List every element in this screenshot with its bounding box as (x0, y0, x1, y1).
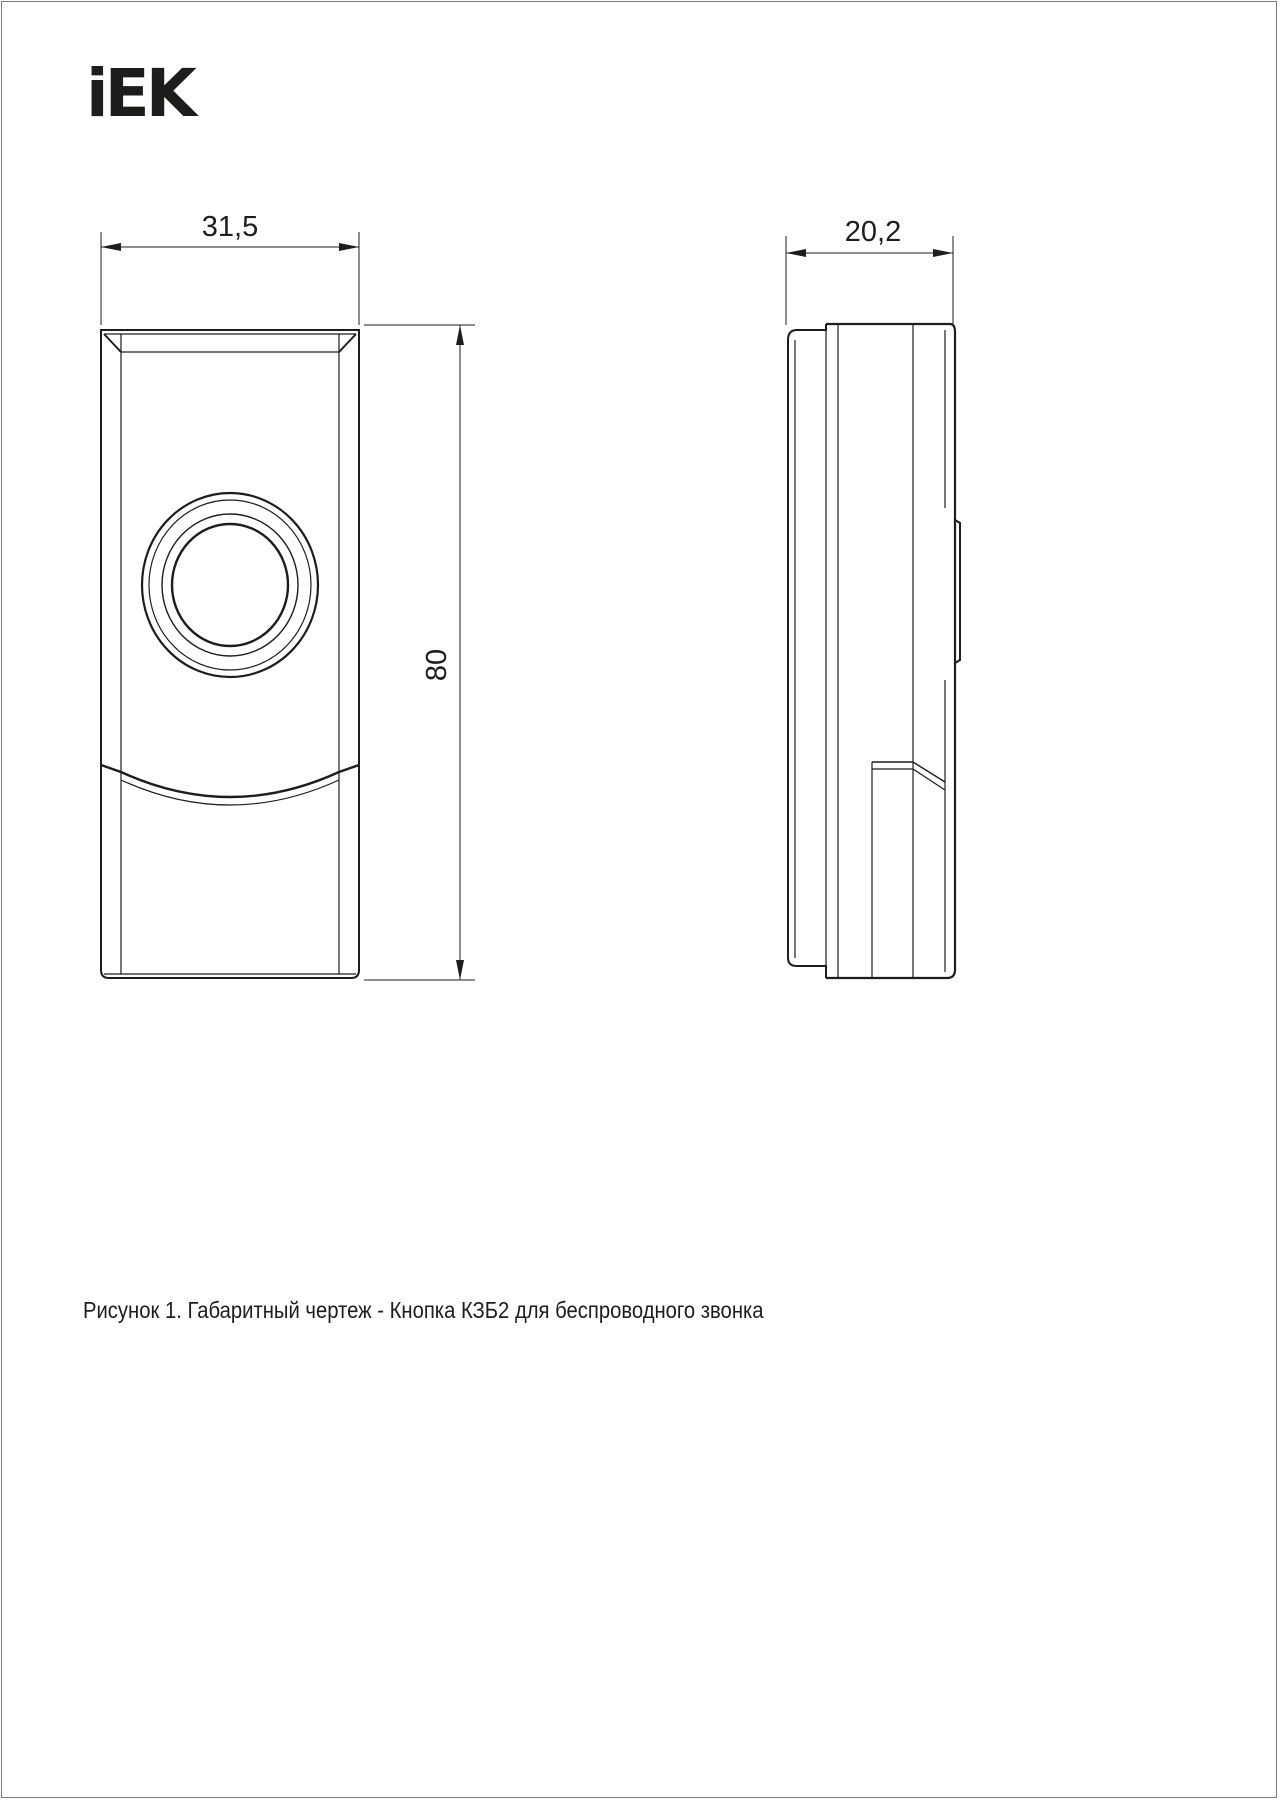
side-view (788, 324, 960, 978)
figure-caption: Рисунок 1. Габаритный чертеж - Кнопка КЗБ2 для беспроводного звонка (83, 1297, 764, 1323)
push-button (142, 493, 318, 677)
front-cover-curve (101, 765, 359, 797)
front-body-outline (101, 330, 359, 978)
svg-text:iEK: iEK (86, 60, 193, 120)
side-depth-dimension (786, 236, 953, 325)
front-view (101, 330, 359, 978)
front-height-dimension (364, 325, 475, 980)
front-width-dimension (101, 232, 359, 325)
front-width-label: 31,5 (201, 211, 259, 243)
side-depth-label: 20,2 (844, 216, 902, 248)
front-height-label: 80 (421, 648, 453, 682)
side-body-outline (826, 324, 955, 978)
